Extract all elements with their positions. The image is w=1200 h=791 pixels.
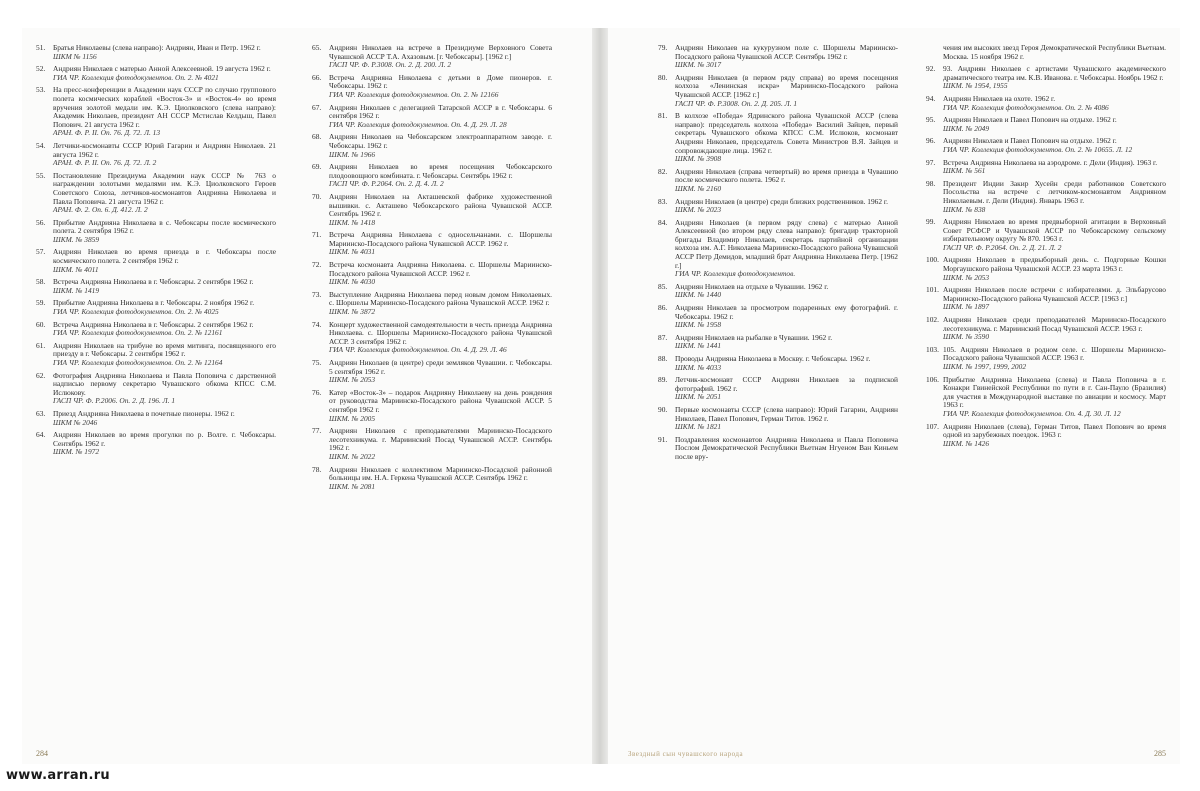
archive-reference: ШКМ. № 1418	[329, 217, 376, 227]
caption-number: 72.	[312, 260, 322, 270]
archive-reference: ГАСП ЧР. Ф. Р.2006. Оп. 2. Д. 196. Л. 1	[53, 396, 176, 406]
caption-text: Андриян Николаев и Павел Попович на отдыхе. 1962 г.	[943, 136, 1117, 146]
caption-entry	[658, 198, 898, 215]
running-head: Звездный сын чувашского народа	[628, 750, 744, 758]
caption-entry	[312, 74, 552, 100]
caption-number: 95.	[926, 115, 936, 125]
caption-entry	[926, 44, 1166, 61]
caption-text: Встреча Андрияна Николаева в г. Чебоксары. 2 сентября 1962 г.	[53, 277, 254, 287]
caption-number: 52.	[36, 64, 46, 74]
archive-reference: ШКМ. № 1821	[675, 422, 722, 432]
caption-entry	[312, 321, 552, 355]
caption-body	[329, 231, 552, 257]
caption-body	[675, 219, 898, 279]
caption-number: 76.	[312, 387, 322, 397]
caption-body	[329, 163, 552, 189]
caption-entry	[312, 466, 552, 492]
caption-entry	[36, 248, 276, 274]
archive-reference: ШКМ. № 3017	[675, 60, 722, 70]
caption-body	[943, 44, 1166, 61]
caption-number: 100.	[926, 255, 939, 265]
caption-text: Андриян Николаев после встречи с избирателями. д. Эльбарусово Мариинско-Посадского района Чувашской АССР. [1963 г.]	[943, 285, 1166, 303]
caption-body	[675, 376, 898, 402]
caption-text: Андриян Николаев во время посещения Чебоксарского плодоовощного комбината. г. Чебоксары. Сентябрь 1962 г.	[329, 162, 552, 180]
right-page	[608, 28, 1180, 764]
caption-entry	[312, 231, 552, 257]
archive-reference: ШКМ. № 561	[943, 166, 986, 176]
caption-number: 61.	[36, 340, 46, 350]
caption-number: 78.	[312, 464, 322, 474]
caption-number: 63.	[36, 408, 46, 418]
caption-body	[943, 180, 1166, 214]
caption-entry	[658, 74, 898, 108]
caption-number: 58.	[36, 277, 46, 287]
caption-number: 66.	[312, 72, 322, 82]
caption-number: 81.	[658, 111, 668, 121]
archive-reference: ШКМ. № 3872	[329, 307, 376, 317]
caption-entry	[36, 172, 276, 215]
caption-number: 74.	[312, 319, 322, 329]
caption-body	[943, 95, 1166, 112]
archive-reference: ГАСП ЧР. Ф. Р.2064. Оп. 2. Д. 21. Л. 2	[943, 242, 1062, 252]
left-page-column-2	[312, 44, 552, 495]
caption-body	[53, 86, 276, 138]
caption-entry	[926, 256, 1166, 282]
caption-entry	[658, 168, 898, 194]
caption-body	[675, 198, 898, 215]
caption-number: 92.	[926, 64, 936, 74]
caption-text: 105. Андриян Николаев в родном селе. с. Шоршелы Мариинско-Посадского района Чувашской АССР. 1963 г.	[943, 344, 1166, 363]
caption-text: Прибытие Андрияна Николаева в г. Чебоксары. 2 ноября 1962 г.	[53, 298, 255, 308]
caption-entry	[658, 304, 898, 330]
caption-entry	[36, 44, 276, 61]
page-number-right: 285	[1154, 749, 1166, 758]
caption-body	[329, 193, 552, 227]
caption-text: Андриян Николаев (в центре) среди близких родственников. 1962 г.	[675, 196, 888, 206]
caption-number: 56.	[36, 217, 46, 227]
caption-entry	[926, 346, 1166, 372]
caption-entry	[312, 261, 552, 287]
caption-number: 85.	[658, 281, 668, 291]
caption-number: 62.	[36, 370, 46, 380]
archive-reference: ГАСП ЧР. Ф. Р.2064. Оп. 2. Д. 4. Л. 2	[329, 179, 444, 189]
archive-reference: ШКМ № 1156	[53, 51, 97, 61]
caption-text: Первые космонавты СССР (слева направо): Юрий Гагарин, Андриян Николаев, Павел Попович, Герман Титов. 1962 г.	[675, 404, 898, 423]
caption-entry	[312, 133, 552, 159]
caption-entry	[312, 163, 552, 189]
archive-reference: ШКМ. № 2049	[943, 123, 990, 133]
caption-body	[943, 218, 1166, 252]
caption-body	[329, 261, 552, 287]
caption-number: 77.	[312, 426, 322, 436]
caption-number: 68.	[312, 132, 322, 142]
caption-text: Андриян Николаев во время приезда в г. Чебоксары после космического полета. 2 сентября 1962 г.	[53, 247, 276, 266]
caption-entry	[658, 376, 898, 402]
caption-text: Андриян Николаев с преподавателями Мариинско-Посадского лесотехникума. г. Мариинский Посад Чувашской АССР. Сентябрь 1962 г.	[329, 426, 552, 453]
archive-reference: ГИА ЧР. Коллекция фотодокументов. Оп. 4. Д. 30. Л. 12	[943, 408, 1121, 418]
caption-body	[675, 406, 898, 432]
caption-entry	[36, 278, 276, 295]
caption-body	[675, 436, 898, 462]
caption-text: Андриян Николаев (слева), Герман Титов, Павел Попович во время одной из зарубежных поездок. 1963 г.	[943, 421, 1166, 440]
caption-number: 106.	[926, 374, 939, 384]
caption-number: 69.	[312, 162, 322, 172]
archive-reference: ШКМ. № 4011	[53, 264, 99, 274]
caption-text: Прибытие Андрияна Николаева в с. Чебоксары после космического полета. 2 сентября 1962 г.	[53, 217, 276, 236]
archive-reference: АРАН. Ф. Р. II. Оп. 76. Д. 72. Л. 13	[53, 128, 161, 138]
caption-body	[675, 334, 898, 351]
caption-number: 90.	[658, 404, 668, 414]
caption-entry	[658, 219, 898, 279]
caption-number: 60.	[36, 319, 46, 329]
caption-entry	[312, 104, 552, 130]
caption-number: 107.	[926, 421, 939, 431]
caption-body	[329, 74, 552, 100]
caption-entry	[312, 389, 552, 423]
archive-reference: ГИА ЧР. Коллекция фотодокументов. Оп. 2. № 12166	[329, 89, 499, 99]
caption-body	[943, 423, 1166, 449]
caption-entry	[926, 180, 1166, 214]
caption-body	[943, 256, 1166, 282]
caption-entry	[926, 316, 1166, 342]
caption-text: Фотография Андрияна Николаева и Павла Поповича с дарственной надписью первому секретарю Чувашского обкома КПСС С.М. Ислюкову.	[53, 370, 276, 397]
watermark-url: www.arran.ru	[6, 768, 110, 783]
caption-number: 86.	[658, 303, 668, 313]
caption-text: Прибытие Андрияна Николаева (слева) и Павла Поповича в г. Конакри Гвинейской Республики по пути в г. Сан-Пауло (Бразилия) для участия в Международной выставке по авиации и космосу. Март 1963 г.	[943, 374, 1166, 410]
caption-body	[329, 427, 552, 461]
archive-reference: ШКМ. № 1966	[329, 149, 376, 159]
caption-text: Андриян Николаев (в центре) среди земляков Чувашии. г. Чебоксары. 5 сентября 1962 г.	[329, 358, 552, 376]
caption-text: Летчик-космонавт СССР Андриян Николаев за подпиской фотографий. 1962 г.	[675, 375, 898, 393]
caption-entry	[926, 137, 1166, 154]
caption-text: Братья Николаевы (слева направо): Андриян, Иван и Петр. 1962 г.	[53, 43, 261, 52]
caption-body	[329, 104, 552, 130]
caption-text: Андриян Николаев и Павел Попович на отдыхе. 1962 г.	[943, 115, 1117, 125]
page-number-left: 284	[36, 749, 48, 758]
caption-body	[53, 278, 276, 295]
archive-reference: ШКМ. № 1958	[675, 320, 722, 330]
caption-number: 75.	[312, 358, 322, 367]
caption-text: Андриян Николаев на трибуне во время митинга, посвященного его приезду в г. Чебоксары. 2 сентября 1962 г.	[53, 340, 276, 359]
caption-number: 98.	[926, 178, 936, 188]
caption-entry	[658, 112, 898, 164]
caption-text: На пресс-конференции в Академии наук СССР по случаю группового полета космических кораблей «Восток-3» и «Восток-4» во время вручения золотой медали им. К.Э. Циолковского (слева направо): Академик Николаев, президент АН СССР Мстислав Келдыш, Павел Попович. 21 августа 1962 г.	[53, 85, 276, 129]
caption-body	[675, 44, 898, 70]
archive-reference: ШКМ. № 1897	[943, 302, 990, 312]
caption-text: Андриян Николаев на рыбалке в Чувашии. 1962 г.	[675, 332, 833, 342]
caption-number: 99.	[926, 217, 936, 227]
caption-text: Встреча Андрияна Николаева с детьми в Доме пионеров. г. Чебоксары. 1962 г.	[329, 72, 552, 91]
archive-reference: ШКМ. № 4030	[329, 277, 376, 287]
caption-body	[329, 133, 552, 159]
caption-entry	[36, 142, 276, 168]
archive-reference: ГИА ЧР. Коллекция фотодокументов. Оп. 2. № 10655. Л. 12	[943, 144, 1133, 154]
caption-entry	[658, 355, 898, 372]
caption-entry	[926, 95, 1166, 112]
archive-reference: ШКМ. № 3908	[675, 154, 722, 164]
caption-text: Андриян Николаев (справа четвертый) во время приезда в Чувашию после космического полета. 1962 г.	[675, 166, 898, 185]
caption-body	[943, 286, 1166, 312]
caption-number: 57.	[36, 247, 46, 257]
caption-text: Андриян Николаев среди преподавателей Мариинско-Посадского лесотехникума. г. Мариинский Посад Чувашской АССР. 1963 г.	[943, 315, 1166, 333]
caption-body	[329, 44, 552, 70]
caption-entry	[36, 65, 276, 82]
caption-text: Андриян Николаев с матерью Анной Алексеевной. 19 августа 1962 г.	[53, 64, 271, 74]
caption-number: 70.	[312, 191, 322, 201]
right-page-column-1	[658, 44, 898, 466]
caption-body	[329, 321, 552, 355]
caption-body	[53, 431, 276, 457]
caption-entry	[312, 193, 552, 227]
caption-number: 80.	[658, 72, 668, 82]
caption-number: 84.	[658, 217, 668, 227]
caption-entry	[36, 299, 276, 316]
caption-entry	[658, 283, 898, 300]
caption-body	[675, 304, 898, 330]
caption-text: Андриян Николаев во время предвыборной агитации в Верховный Совет РСФСР и Чувашской АССР по Чебоксарскому сельскому избирательному округу № 870. 1963 г.	[943, 217, 1166, 244]
archive-reference: ШКМ. № 2022	[329, 451, 376, 461]
caption-entry	[312, 359, 552, 385]
archive-reference: ШКМ. № 4033	[675, 362, 722, 372]
caption-number: 59.	[36, 298, 46, 308]
caption-entry	[658, 436, 898, 462]
caption-body	[943, 137, 1166, 154]
caption-body	[53, 321, 276, 338]
caption-entry	[36, 321, 276, 338]
caption-text: Летчики-космонавты СССР Юрий Гагарин и Андриян Николаев. 21 августа 1962 г.	[53, 140, 276, 159]
caption-text: Андриян Николаев на охоте. 1962 г.	[943, 93, 1056, 103]
left-page	[22, 28, 592, 764]
caption-number: 55.	[36, 170, 46, 180]
caption-entry	[926, 65, 1166, 91]
caption-body	[675, 355, 898, 372]
caption-number: 89.	[658, 375, 668, 385]
caption-number: 103.	[926, 344, 939, 354]
caption-body	[329, 466, 552, 492]
caption-number: 87.	[658, 332, 668, 342]
archive-reference: ГИА ЧР. Коллекция фотодокументов. Оп. 4. Д. 29. Л. 28	[329, 119, 507, 129]
caption-number	[926, 44, 943, 61]
caption-number: 82.	[658, 166, 668, 176]
caption-text: Андриян Николаев с делегацией Татарской АССР в г. Чебоксары. 6 сентября 1962 г.	[329, 102, 552, 121]
caption-text: Встреча Андрияна Николаева на аэродроме. г. Дели (Индия). 1963 г.	[943, 157, 1158, 167]
caption-body	[943, 159, 1166, 176]
archive-reference: ШКМ. № 2160	[675, 183, 722, 193]
caption-text: Андриян Николаев на отдыхе в Чувашии. 1962 г.	[675, 281, 829, 291]
caption-text: Проводы Андрияна Николаева в Москву. г. Чебоксары. 1962 г.	[675, 354, 871, 363]
archive-reference: ГАСП ЧР. Ф. Р.3008. Оп. 2. Д. 200. Л. 2	[329, 60, 452, 70]
caption-body	[53, 342, 276, 368]
caption-entry	[658, 406, 898, 432]
archive-reference: ШКМ. № 1419	[53, 285, 100, 295]
caption-text: Выступление Андрияна Николаева перед новым домом Николаевых. с. Шоршелы Мариинско-Посадского района Чувашской АССР. 1962 г.	[329, 289, 552, 308]
archive-reference: ШКМ. № 3590	[943, 332, 990, 342]
archive-reference: ШКМ. № 2023	[675, 205, 722, 215]
caption-number: 102.	[926, 315, 939, 325]
archive-reference: ШКМ. № 1972	[53, 447, 100, 457]
archive-reference: ГИА ЧР. Коллекция фотодокументов. Оп. 2. № 12164	[53, 358, 223, 367]
caption-entry	[312, 291, 552, 317]
caption-body	[53, 372, 276, 406]
caption-body	[53, 172, 276, 215]
caption-entry	[926, 159, 1166, 176]
caption-body	[329, 291, 552, 317]
caption-body	[675, 168, 898, 194]
caption-body	[943, 346, 1166, 372]
archive-reference: ШКМ. № 1997, 1999, 2002	[943, 362, 1027, 371]
caption-text: Андриян Николаев на Чебоксарском электроаппаратном заводе. г. Чебоксары. 1962 г.	[329, 132, 552, 150]
caption-body	[943, 316, 1166, 342]
archive-reference: ШКМ. № 2053	[943, 272, 990, 282]
caption-body	[943, 376, 1166, 419]
archive-reference: ГИА ЧР. Коллекция фотодокументов. Оп. 2. № 4086	[943, 102, 1109, 112]
caption-text: чения им высоких звезд Героя Демократической Республики Вьетнам. Москва. 15 ноября 1962 г.	[943, 43, 1166, 61]
caption-number: 91.	[658, 434, 668, 444]
archive-reference: АРАН. Ф. Р. II. Оп. 76. Д. 72. Л. 2	[53, 158, 157, 168]
caption-entry	[926, 376, 1166, 419]
caption-number: 97.	[926, 157, 936, 167]
caption-body	[329, 359, 552, 385]
caption-body	[53, 219, 276, 245]
caption-number: 65.	[312, 43, 322, 52]
archive-reference: ШКМ. № 2051	[675, 392, 722, 402]
caption-body	[53, 44, 276, 61]
caption-entry	[312, 44, 552, 70]
archive-reference: ШКМ. № 4031	[329, 247, 376, 257]
caption-body	[53, 410, 276, 427]
caption-number: 101.	[926, 285, 939, 295]
caption-text: Андриян Николаев во время прогулки по р. Волге. г. Чебоксары. Сентябрь 1962 г.	[53, 430, 276, 448]
caption-number: 83.	[658, 196, 668, 206]
archive-reference: ШКМ. № 1441	[675, 341, 722, 351]
caption-body	[675, 74, 898, 108]
caption-number: 94.	[926, 93, 936, 103]
caption-entry	[36, 342, 276, 368]
left-page-column-1	[36, 44, 276, 461]
caption-text: Андриян Николаев с коллективом Мариинско-Посадской районной больницы им. Н.А. Геркена Чувашской АССР. Сентябрь 1962 г.	[329, 464, 552, 483]
caption-text: Постановление Президиума Академии наук СССР № 763 о награждении золотыми медалями им. К.Э. Циолковского Героев Советского Союза, летчиков-космонавтов Андрияна Николаева и Павла Поповича. 21 августа 1962 г.	[53, 170, 276, 206]
caption-text: Андриян Николаев на Акташевской фабрике художественной вышивки. с. Акташево Чебоксарского района Чувашской АССР. Сентябрь 1962 г.	[329, 191, 552, 219]
archive-reference: ШКМ. № 3859	[53, 234, 100, 244]
caption-number: 53.	[36, 85, 46, 95]
caption-text: Андриян Николаев в предвыборный день. с. Подгорные Кошки Моргаушского района Чувашской АССР. 23 марта 1963 г.	[943, 255, 1166, 274]
caption-body	[943, 65, 1166, 91]
caption-entry	[36, 372, 276, 406]
caption-body	[675, 112, 898, 164]
archive-reference: ГИА ЧР. Коллекция фотодокументов.	[675, 269, 796, 279]
caption-body	[53, 248, 276, 274]
caption-text: Андриян Николаев на встрече в Президиуме Верховного Совета Чувашской АССР Т.А. Ахазовым. [г. Чебоксары]. [1962 г.]	[329, 43, 552, 61]
caption-body	[53, 299, 276, 316]
caption-number: 67.	[312, 102, 322, 112]
archive-reference: АРАН. Ф. 2. Оп. 6. Д. 412. Л. 2	[53, 205, 148, 215]
caption-text: Андриян Николаев (в первом ряду слева) с матерью Анной Алексеевной (во втором ряду слева направо): бригадир тракторной бригады Владимир Николаев, секретарь партийной организации колхоза им. А.Г. Николаева Мариинско-Посадского района Чувашской АССР Петр Демидов, младший брат Андрияна Николаева Петр. [1962 г.]	[675, 217, 898, 270]
book-gutter	[592, 28, 608, 764]
caption-number: 79.	[658, 43, 668, 52]
caption-entry	[926, 423, 1166, 449]
right-page-column-2	[926, 44, 1166, 452]
caption-body	[53, 65, 276, 82]
caption-entry	[36, 431, 276, 457]
caption-text: Катер «Восток-3» – подарок Андрияну Николаеву на день рождения от руководства Мариинско-Посадского района Чувашской АССР. 5 сентября 1962 г.	[329, 387, 552, 414]
caption-text: Андриян Николаев за просмотром подаренных ему фотографий. г. Чебоксары. 1962 г.	[675, 303, 898, 321]
caption-number: 96.	[926, 136, 936, 146]
caption-text: Встреча Андрияна Николаева в г. Чебоксары. 2 сентября 1962 г.	[53, 319, 254, 329]
caption-entry	[36, 219, 276, 245]
archive-reference: ШКМ. № 1440	[675, 290, 722, 300]
caption-number: 71.	[312, 230, 322, 240]
caption-text: Встреча Андрияна Николаева с односельчанами. с. Шоршелы Мариинско-Посадского района Чувашской АССР. 1962 г.	[329, 230, 552, 248]
caption-text: Поздравления космонавтов Андрияна Николаева и Павла Поповича Послом Демократической Республики Вьетнам Нгуеном Ван Киньем после вру-	[675, 434, 898, 461]
archive-reference: ШКМ. № 2081	[329, 481, 376, 491]
caption-number: 73.	[312, 289, 322, 299]
caption-text: В колхозе «Победа» Ядринского района Чувашской АССР (слева направо): председатель колхоза «Победа» Василий Зайцев, первый секретарь Чувашского обкома КПСС С.М. Ислюков, космонавт Андриян Николаев, председатель Совета Министров В.Я. Зайцев и сопровождающие лица. 1962 г.	[675, 111, 898, 155]
caption-body	[675, 283, 898, 300]
caption-text: Концерт художественной самодеятельности в честь приезда Андрияна Николаева. с. Шоршелы Мариинско-Посадского района Чувашской АССР. 3 сентября 1962 г.	[329, 319, 552, 346]
archive-reference: ШКМ. № 1954, 1955	[943, 81, 1008, 91]
archive-reference: ШКМ. № 2053	[329, 375, 376, 385]
caption-text: Президент Индии Закир Хусейн среди работников Советского Посольства на встрече с летчиком-космонавтом Андрияном Николаевым. г. Дели (Индия). Январь 1963 г.	[943, 178, 1166, 205]
archive-reference: ШКМ. № 1426	[943, 438, 990, 448]
caption-text: Встреча космонавта Андрияна Николаева. с. Шоршелы Мариинско-Посадского района Чувашской АССР. 1962 г.	[329, 260, 552, 278]
caption-entry	[926, 286, 1166, 312]
archive-reference: ГИА ЧР. Коллекция фотодокументов. Оп. 2. № 4021	[53, 72, 219, 82]
caption-text: 93. Андриян Николаев с артистами Чувашского академического драматического театра им. К.В. Иванова. г. Чебоксары. Ноябрь 1962 г.	[943, 64, 1166, 82]
caption-body	[943, 116, 1166, 133]
archive-reference: ГИА ЧР. Коллекция фотодокументов. Оп. 4. Д. 29. Л. 46	[329, 345, 507, 355]
caption-body	[329, 389, 552, 423]
archive-reference: ШКМ. № 2005	[329, 413, 376, 423]
caption-entry	[312, 427, 552, 461]
caption-text: Андриян Николаев (в первом ряду справа) во время посещения колхоза «Ленинская искра» Мариинско-Посадского района Чувашской АССР. [1962 г.]	[675, 72, 898, 99]
caption-text: Андриян Николаев на кукурузном поле с. Шоршелы Мариинско-Посадского района Чувашской АССР. Сентябрь 1962 г.	[675, 43, 898, 61]
archive-reference: ГИА ЧР. Коллекция фотодокументов. Оп. 2. № 12161	[53, 328, 223, 338]
archive-reference: ГАСП ЧР. Ф. Р.3008. Оп. 2. Д. 205. Л. 1	[675, 98, 798, 108]
archive-reference: ШКМ. № 838	[943, 204, 986, 214]
caption-number: 64.	[36, 430, 46, 440]
caption-number: 54.	[36, 140, 46, 150]
caption-entry	[926, 218, 1166, 252]
caption-entry	[36, 410, 276, 427]
archive-reference: ШКМ № 2046	[53, 417, 98, 427]
caption-number: 88.	[658, 354, 668, 363]
caption-entry	[926, 116, 1166, 133]
caption-number: 51.	[36, 43, 46, 52]
caption-entry	[658, 44, 898, 70]
caption-body	[53, 142, 276, 168]
caption-text: Приезд Андрияна Николаева в почетные пионеры. 1962 г.	[53, 408, 235, 418]
caption-entry	[36, 86, 276, 138]
archive-reference: ГИА ЧР. Коллекция фотодокументов. Оп. 2. № 4025	[53, 307, 219, 317]
caption-entry	[658, 334, 898, 351]
